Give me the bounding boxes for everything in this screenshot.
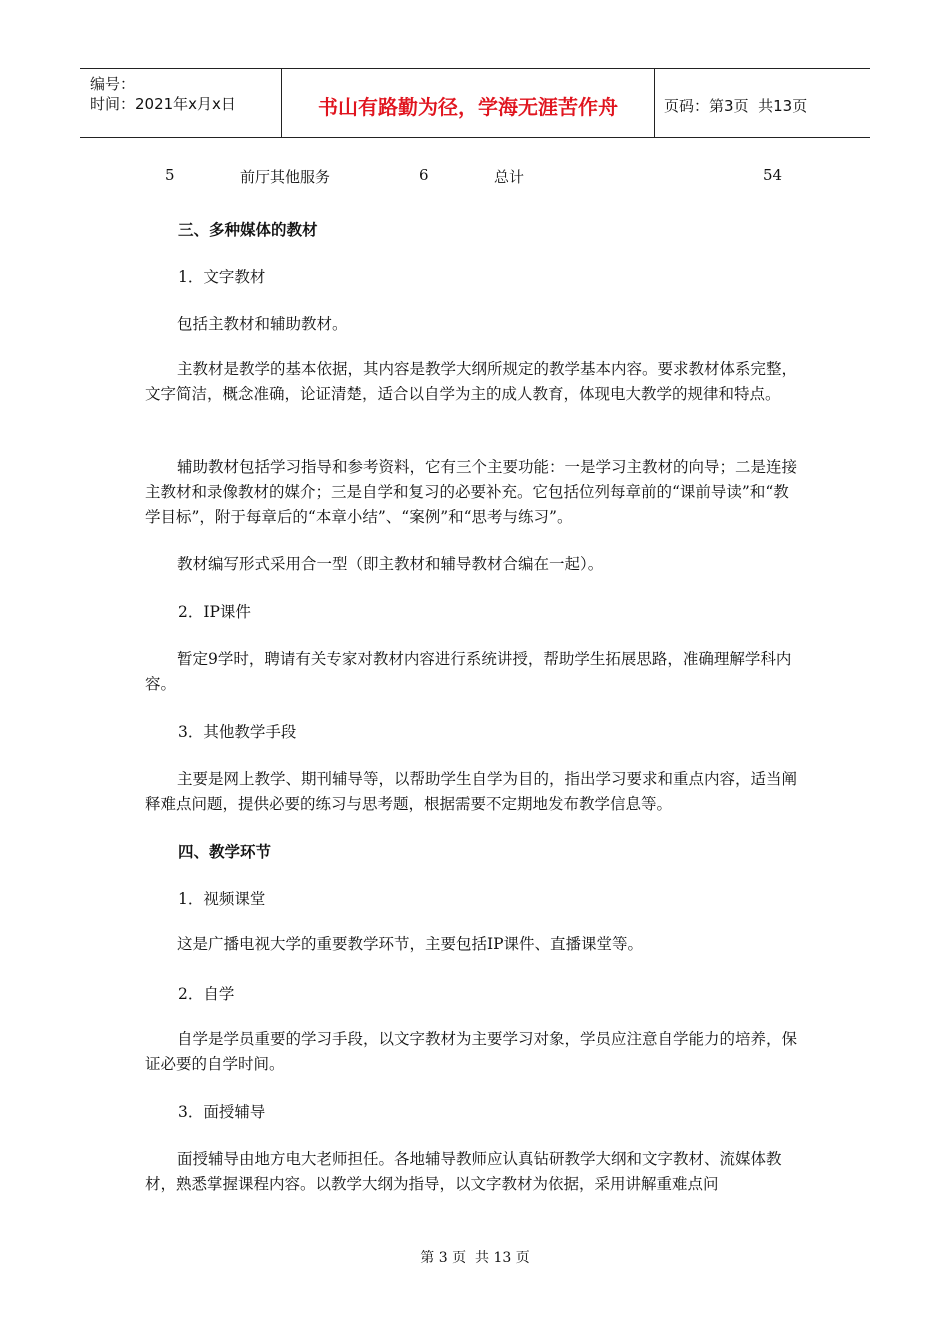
paragraph: 主要是网上教学、期刊辅导等，以帮助学生自学为目的，指出学习要求和重点内容，适当阐释难点问题，提供必要的练习与思考题，根据需要不定期地发布教学信息等。 (145, 770, 798, 813)
paragraph: 辅助教材包括学习指导和参考资料，它有三个主要功能：一是学习主教材的向导；二是连接主教材和录像教材的媒介；三是自学和复习的必要补充。它包括位列每章前的“课前导读”和“教学目标”，附于每章后的“本章小结”、“案例”和“思考与练习”。 (145, 458, 798, 526)
section-heading: 四、教学环节 (178, 843, 272, 861)
subsection-heading: 1．文字教材 (178, 268, 266, 286)
subsection-heading: 3．其他教学手段 (178, 723, 297, 741)
paragraph: 面授辅导由地方电大老师担任。各地辅导教师应认真钻研教学大纲和文字教材、流媒体教材，熟悉掌握课程内容。以教学大纲为指导，以文字教材为依据，采用讲解重难点问 (145, 1150, 782, 1193)
section-heading: 三、多种媒体的教材 (178, 221, 318, 239)
page-footer: 第 3 页 共 13 页 (420, 1250, 530, 1266)
page-header (80, 68, 870, 138)
document-date-label: 时间：2021年x月x日 (90, 95, 236, 113)
header-page-cell (654, 69, 870, 137)
table-cell-hours: 6 (419, 166, 429, 184)
document-number-label: 编号： (90, 75, 136, 93)
subsection-heading: 2．自学 (178, 985, 235, 1003)
header-page-number: 页码：第3页 共13页 (664, 97, 808, 115)
header-motto-cell (281, 69, 655, 137)
table-cell-total-label: 总计 (494, 168, 525, 186)
paragraph: 暂定9学时，聘请有关专家对教材内容进行系统讲授，帮助学生拓展思路，准确理解学科内容。 (145, 650, 792, 693)
table-cell-total-value: 54 (763, 166, 783, 184)
subsection-heading: 3．面授辅导 (178, 1103, 266, 1121)
paragraph: 主教材是教学的基本依据，其内容是教学大纲所规定的教学基本内容。要求教材体系完整，文字简洁，概念准确，论证清楚，适合以自学为主的成人教育，体现电大教学的规律和特点。 (145, 360, 798, 403)
table-cell-index: 5 (165, 166, 175, 184)
subsection-heading: 1．视频课堂 (178, 890, 266, 908)
paragraph: 包括主教材和辅助教材。 (177, 315, 348, 333)
header-motto: 书山有路勤为径，学海无涯苦作舟 (318, 95, 618, 119)
paragraph: 这是广播电视大学的重要教学环节，主要包括IP课件、直播课堂等。 (177, 935, 644, 953)
table-cell-item: 前厅其他服务 (240, 168, 331, 186)
subsection-heading: 2．IP课件 (178, 603, 251, 621)
paragraph: 教材编写形式采用合一型（即主教材和辅导教材合编在一起）。 (177, 555, 604, 573)
paragraph: 自学是学员重要的学习手段，以文字教材为主要学习对象，学员应注意自学能力的培养，保证必要的自学时间。 (145, 1030, 798, 1073)
header-meta-cell (80, 69, 280, 137)
